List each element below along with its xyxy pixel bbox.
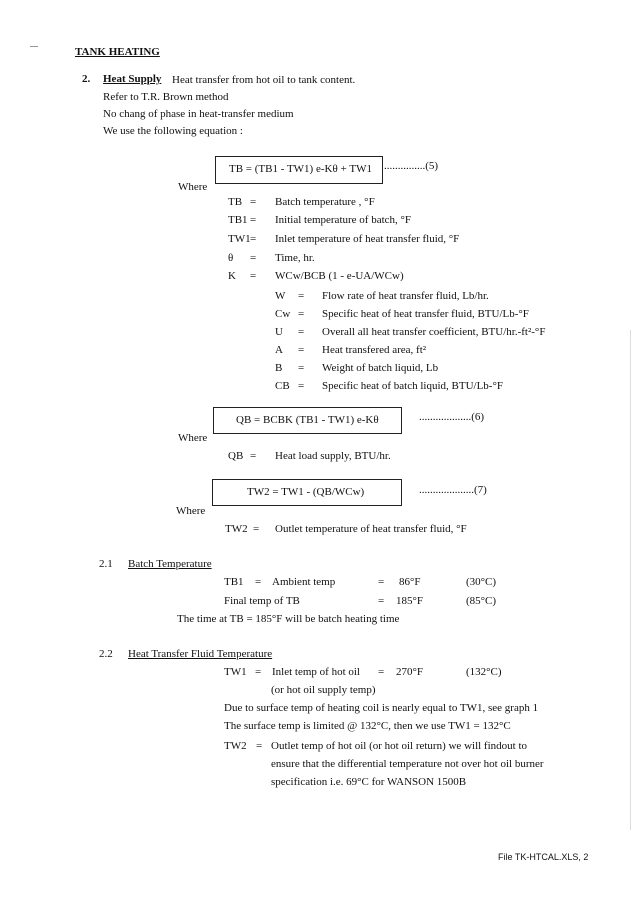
- row-symbol: TB1: [224, 576, 244, 588]
- row-equals: =: [256, 740, 263, 752]
- def-desc: Outlet temperature of heat transfer fluid, °F: [275, 523, 467, 535]
- equation-7: TW2 = TW1 - (QB/WCw): [247, 486, 365, 498]
- def-desc: Inlet temperature of heat transfer fluid, °F: [275, 233, 460, 245]
- subdef-equals: =: [298, 308, 305, 320]
- row-label: Final temp of TB: [224, 595, 300, 607]
- subdef-desc: Overall all heat transfer coefficient, BTU/hr.-ft²-°F: [322, 326, 546, 338]
- subdef-desc: Flow rate of heat transfer fluid, Lb/hr.: [322, 290, 489, 302]
- section-heading: Heat Transfer Fluid Temperature: [128, 648, 273, 660]
- text-line: No chang of phase in heat-transfer medium: [103, 108, 294, 120]
- where-label: Where: [178, 432, 208, 444]
- def-equals: =: [250, 196, 257, 208]
- paragraph-line: Due to surface temp of heating coil is nearly equal to TW1, see graph 1: [224, 702, 539, 714]
- subdef-desc: Specific heat of batch liquid, BTU/Lb-°F: [322, 380, 503, 392]
- row-label: Inlet temp of hot oil: [272, 666, 360, 678]
- text-line: Refer to T.R. Brown method: [103, 91, 229, 103]
- section-number: 2.2: [99, 648, 113, 660]
- section-number: 2.: [82, 73, 91, 85]
- def-equals: =: [253, 523, 260, 535]
- def-equals: =: [250, 270, 257, 282]
- subdef-desc: Specific heat of heat transfer fluid, BTU/Lb-°F: [322, 308, 529, 320]
- def-desc: WCw/BCB (1 - e-UA/WCw): [275, 270, 404, 282]
- subdef-equals: =: [298, 326, 305, 338]
- row-value: 86°F: [399, 576, 421, 588]
- equation-ref-6: ...................(6): [419, 411, 485, 423]
- note-text: The time at TB = 185°F will be batch heating time: [177, 613, 400, 625]
- subdef-equals: =: [298, 362, 305, 374]
- subdef-symbol: CB: [275, 380, 290, 392]
- def-symbol: TW2: [225, 523, 248, 535]
- subdef-symbol: B: [275, 362, 283, 374]
- subdef-symbol: U: [275, 326, 283, 338]
- where-label: Where: [176, 505, 206, 517]
- def-equals: =: [250, 214, 257, 226]
- subdef-symbol: Cw: [275, 308, 291, 320]
- row-equals-2: =: [378, 576, 385, 588]
- scan-edge-line: [630, 330, 631, 830]
- row-equals: =: [255, 666, 262, 678]
- equation-ref-7: ....................(7): [419, 484, 487, 496]
- where-label: Where: [178, 181, 208, 193]
- subdef-symbol: A: [275, 344, 283, 356]
- def-desc: Heat load supply, BTU/hr.: [275, 450, 391, 462]
- row-label: specification i.e. 69°C for WANSON 1500B: [271, 776, 467, 788]
- page-footer: File TK-HTCAL.XLS, 2: [498, 852, 589, 862]
- def-symbol: TB1: [228, 214, 248, 226]
- row-equals-2: =: [378, 595, 385, 607]
- subdef-equals: =: [298, 344, 305, 356]
- def-equals: =: [250, 450, 257, 462]
- def-desc: Time, hr.: [275, 252, 315, 264]
- paragraph-line: The surface temp is limited @ 132°C, then we use TW1 = 132°C: [224, 720, 511, 732]
- section-heading: Heat Supply: [103, 73, 162, 85]
- section-number: 2.1: [99, 558, 113, 570]
- row-alt-value: (30°C): [466, 576, 497, 588]
- row-equals: =: [255, 576, 262, 588]
- def-symbol: QB: [228, 450, 244, 462]
- row-label: Outlet temp of hot oil (or hot oil return) we will findout to: [271, 740, 528, 752]
- subdef-desc: Weight of batch liquid, Lb: [322, 362, 439, 374]
- row-alt-value: (85°C): [466, 595, 497, 607]
- subdef-desc: Heat transfered area, ft²: [322, 344, 427, 356]
- def-equals: =: [250, 233, 257, 245]
- def-desc: Batch temperature , °F: [275, 196, 375, 208]
- row-value: 185°F: [396, 595, 424, 607]
- def-symbol: TB: [228, 196, 243, 208]
- row-alt-value: (132°C): [466, 666, 502, 678]
- equation-6: QB = BCBK (TB1 - TW1) e-Kθ: [236, 414, 379, 426]
- equation-ref-5: ...............(5): [384, 160, 439, 172]
- def-symbol: TW1: [228, 233, 251, 245]
- row-value: 270°F: [396, 666, 424, 678]
- def-symbol: θ: [228, 252, 234, 264]
- section-intro: Heat transfer from hot oil to tank content.: [172, 74, 356, 86]
- subdef-equals: =: [298, 290, 305, 302]
- text-line: We use the following equation :: [103, 125, 243, 137]
- equation-5: TB = (TB1 - TW1) e-Kθ + TW1: [229, 163, 373, 175]
- def-equals: =: [250, 252, 257, 264]
- def-symbol: K: [228, 270, 236, 282]
- row-note: (or hot oil supply temp): [271, 684, 376, 696]
- row-label: Ambient temp: [272, 576, 336, 588]
- row-label: ensure that the differential temperature not over hot oil burner: [271, 758, 544, 770]
- row-symbol: TW1: [224, 666, 247, 678]
- section-heading: Batch Temperature: [128, 558, 212, 570]
- subdef-equals: =: [298, 380, 305, 392]
- def-desc: Initial temperature of batch, °F: [275, 214, 412, 226]
- row-symbol: TW2: [224, 740, 247, 752]
- page-title: TANK HEATING: [75, 46, 160, 58]
- subdef-symbol: W: [275, 290, 286, 302]
- row-equals-2: =: [378, 666, 385, 678]
- scan-mark: [30, 46, 38, 47]
